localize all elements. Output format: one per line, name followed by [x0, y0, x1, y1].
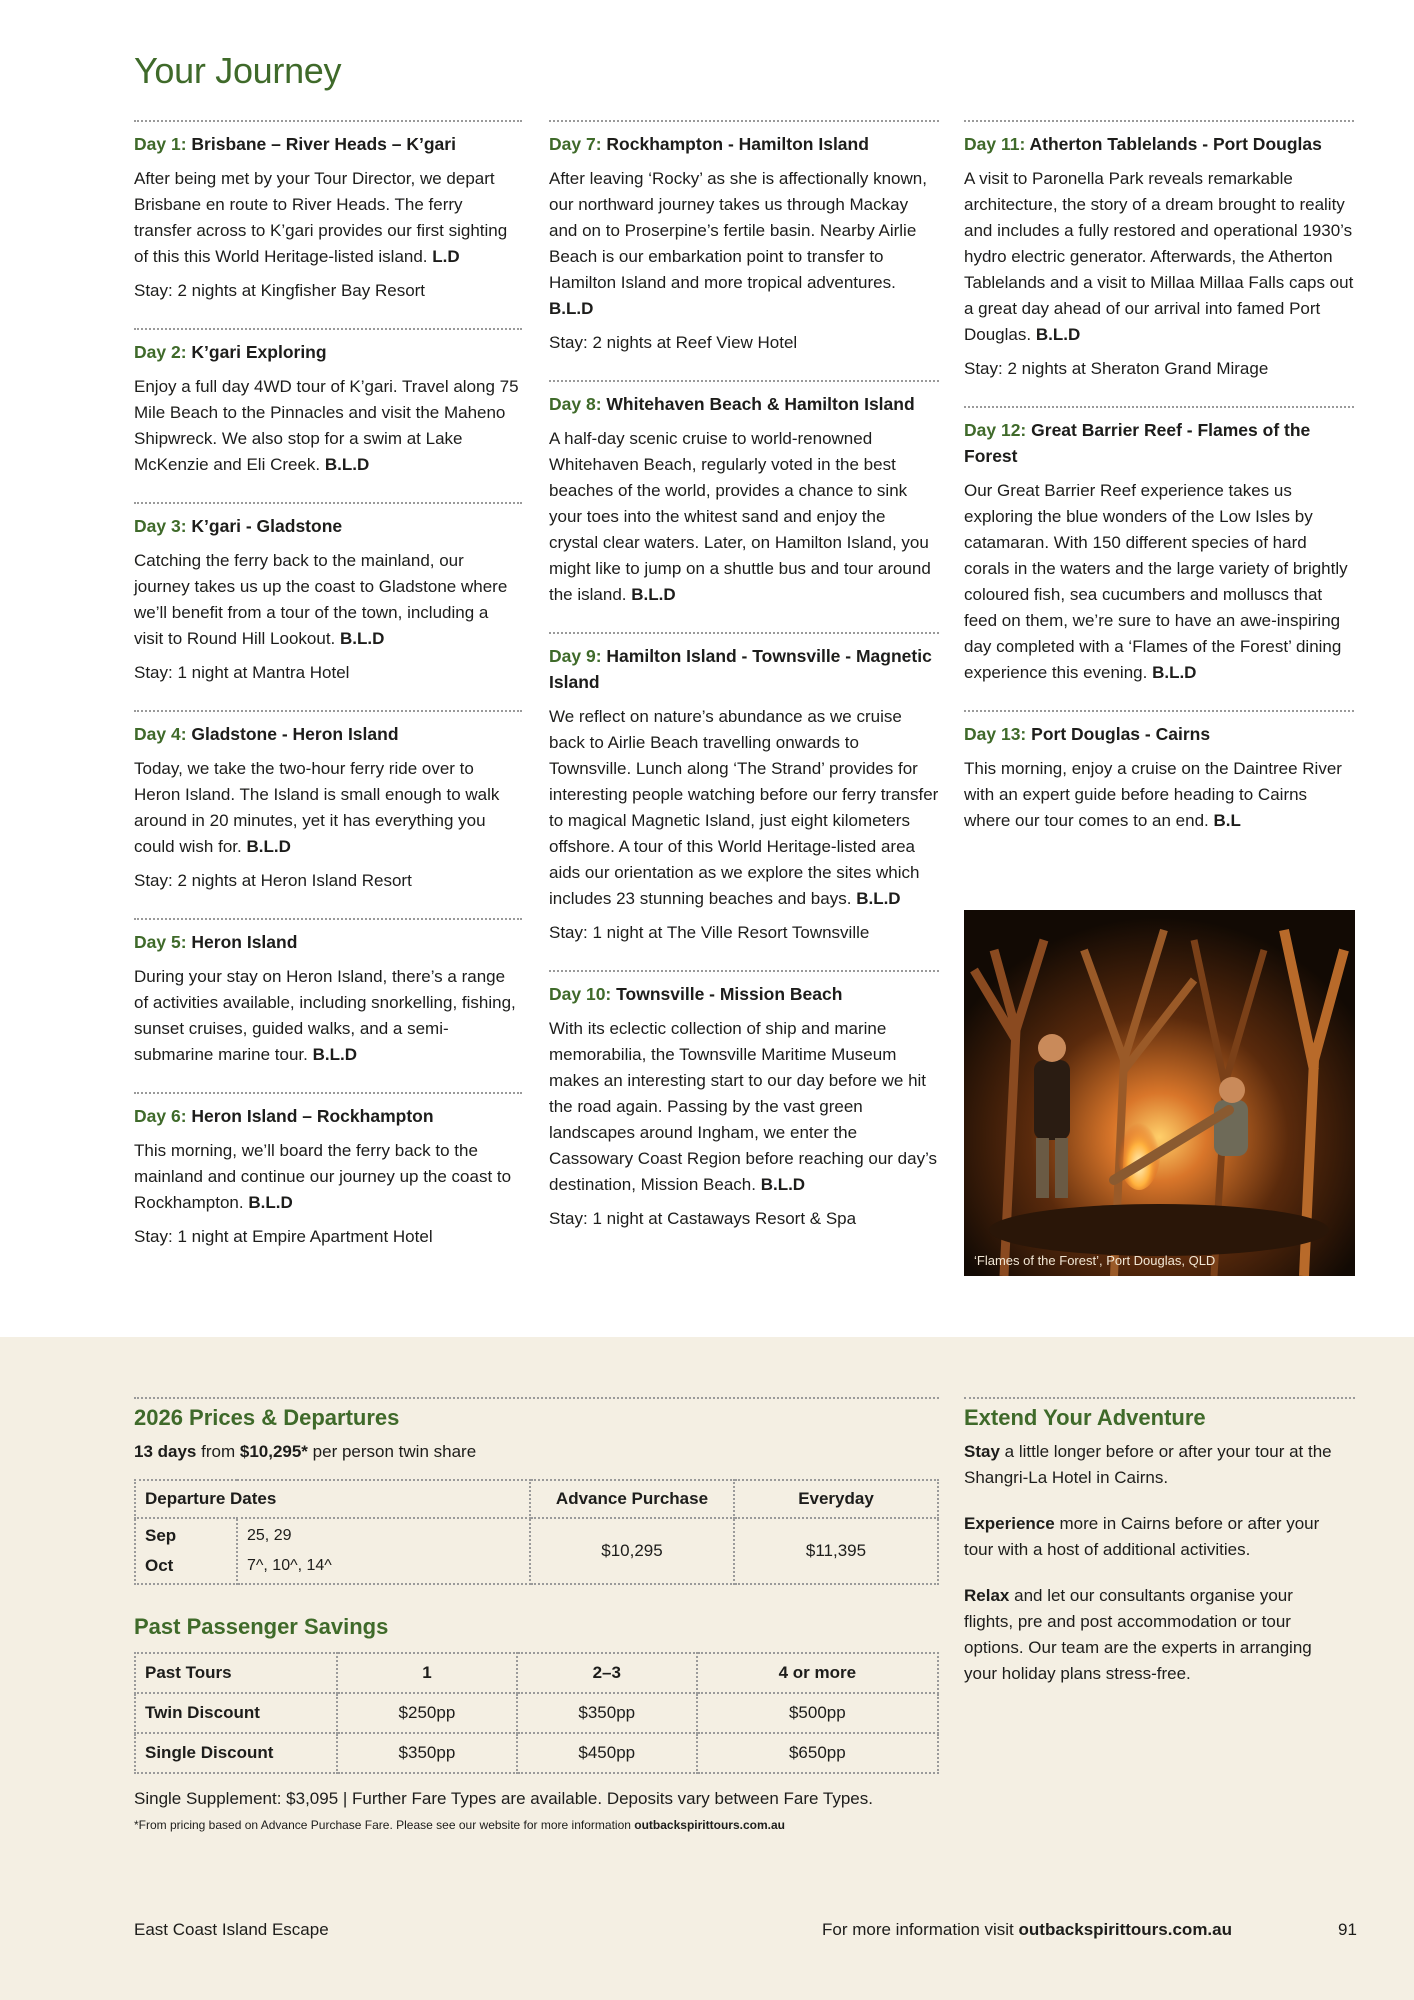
day-heading: Day 4: Gladstone - Heron Island: [134, 724, 399, 744]
day-stay: Stay: 1 night at Castaways Resort & Spa: [549, 1209, 857, 1228]
day-heading: Day 7: Rockhampton - Hamilton Island: [549, 134, 869, 154]
departure-days: 25, 29 7^, 10^, 14^: [237, 1518, 530, 1584]
day-1: [134, 120, 522, 304]
day-description: Our Great Barrier Reef experience takes us exploring the blue wonders of the Low Isles by catamaran. With 150 different species of hard corals in the waters and the large variety of brightly coloured fish, sea cucumbers and molluscs that feed on them, we’re sure to have an awe-inspiring day completed with a ‘Flames of the Forest’ dining experience this evening. B.L.D: [964, 481, 1348, 682]
meals: B.L.D: [312, 1045, 357, 1064]
day-description: A visit to Paronella Park reveals remarkable architecture, the story of a dream brought to reality and includes a fully restored and operational 1930’s hydro electric generator. Afterwards, the Atherton Tablelands and a visit to Millaa Millaa Falls caps out a great day ahead of our arrival into famed Port Douglas. B.L.D: [964, 169, 1354, 344]
discount-value: $450pp: [517, 1733, 697, 1773]
day-6: [134, 1092, 522, 1250]
day-heading: Day 10: Townsville - Mission Beach: [549, 984, 843, 1004]
prices-heading: 2026 Prices & Departures: [134, 1405, 400, 1430]
day-heading: Day 8: Whitehaven Beach & Hamilton Island: [549, 394, 915, 414]
tours-2-3-header: 2–3: [517, 1653, 697, 1693]
extend-list: [964, 1439, 1339, 1707]
day-stay: Stay: 2 nights at Kingfisher Bay Resort: [134, 281, 426, 300]
day-13: [964, 710, 1354, 834]
departure-dates-header: Departure Dates: [135, 1480, 530, 1518]
everyday-price: $11,395: [734, 1518, 938, 1584]
page-number: 91: [1338, 1920, 1357, 1939]
day-9: [549, 632, 939, 946]
discount-value: $250pp: [337, 1693, 517, 1733]
day-description: A half-day scenic cruise to world-renowned Whitehaven Beach, regularly voted in the best beaches of the world, provides a chance to sink your toes into the whitest sand and enjoy the crystal clear waters. Later, on Hamilton Island, you might like to jump on a shuttle bus and tour around the island. B.L.D: [549, 429, 931, 604]
meals: B.L.D: [549, 299, 594, 318]
day-description: This morning, enjoy a cruise on the Daintree River with an expert guide before heading to Cairns where our tour comes to an end. B.L: [964, 759, 1342, 830]
tours-4-plus-header: 4 or more: [697, 1653, 938, 1693]
day-description: Today, we take the two-hour ferry ride over to Heron Island. The Island is small enough to walk around in 20 minutes, yet it has everything you could wish for. B.L.D: [134, 759, 500, 856]
day-stay: Stay: 1 night at Mantra Hotel: [134, 663, 350, 682]
itinerary-column-2: [549, 120, 939, 1256]
day-stay: Stay: 2 nights at Heron Island Resort: [134, 871, 412, 890]
itinerary-column-1: [134, 120, 522, 1274]
tours-1-header: 1: [337, 1653, 517, 1693]
extend-experience: Experience more in Cairns before or after your tour with a host of additional activities.: [964, 1514, 1320, 1559]
meals: L.D: [432, 247, 460, 266]
advance-purchase-price: $10,295: [530, 1518, 734, 1584]
departures-table: [134, 1479, 939, 1585]
departure-months: Sep Oct: [135, 1518, 237, 1584]
past-tours-header: Past Tours: [135, 1653, 337, 1693]
day-stay: Stay: 2 nights at Sheraton Grand Mirage: [964, 359, 1269, 378]
itinerary-column-3: [964, 120, 1354, 858]
discount-value: $350pp: [337, 1733, 517, 1773]
extend-stay: Stay a little longer before or after your tour at the Shangri-La Hotel in Cairns.: [964, 1442, 1332, 1487]
meals: B.L.D: [631, 585, 676, 604]
discount-value: $350pp: [517, 1693, 697, 1733]
single-supplement: Single Supplement: $3,095 | Further Fare Types are available. Deposits vary between Fare Types.: [134, 1789, 873, 1808]
day-5: [134, 918, 522, 1068]
day-heading: Day 11: Atherton Tablelands - Port Douglas: [964, 134, 1322, 154]
photo-caption: ‘Flames of the Forest’, Port Douglas, QLD: [974, 1253, 1216, 1268]
meals: B.L.D: [1152, 663, 1197, 682]
footer-tour-name: East Coast Island Escape: [134, 1920, 329, 1939]
extend-divider: [964, 1397, 1355, 1399]
table-row: [135, 1693, 938, 1733]
day-8: [549, 380, 939, 608]
extend-heading: Extend Your Adventure: [964, 1405, 1206, 1430]
day-description: Enjoy a full day 4WD tour of K’gari. Travel along 75 Mile Beach to the Pinnacles and visit the Maheno Shipwreck. We also stop for a swim at Lake McKenzie and Eli Creek. B.L.D: [134, 377, 519, 474]
price-footnote: *From pricing based on Advance Purchase Fare. Please see our website for more information outbackspirittours.com.au: [134, 1818, 785, 1832]
day-2: [134, 328, 522, 478]
meals: B.L.D: [246, 837, 291, 856]
extend-relax: Relax and let our consultants organise your flights, pre and post accommodation or tour options. Our team are the experts in arranging your holiday plans stress-free.: [964, 1586, 1312, 1683]
everyday-header: Everyday: [734, 1480, 938, 1518]
row-label: Single Discount: [135, 1733, 337, 1773]
day-description: With its eclectic collection of ship and marine memorabilia, the Townsville Maritime Museum makes an interesting start to our day before we hit the road again. Passing by the vast green landscapes around Ingham, we enter the Cassowary Coast Region before reaching our day’s destination, Mission Beach. B.L.D: [549, 1019, 938, 1194]
advance-purchase-header: Advance Purchase: [530, 1480, 734, 1518]
day-heading: Day 2: K’gari Exploring: [134, 342, 327, 362]
day-heading: Day 3: K’gari - Gladstone: [134, 516, 343, 536]
day-heading: Day 12: Great Barrier Reef - Flames of the Forest: [964, 420, 1311, 466]
meals: B.L.D: [324, 455, 370, 474]
day-stay: Stay: 1 night at The Ville Resort Townsville: [549, 923, 870, 942]
day-description: We reflect on nature’s abundance as we cruise back to Airlie Beach travelling onwards to Townsville. Lunch along ‘The Strand’ provides for interesting people watching before our ferry transfer to magical Magnetic Island, just eight kilometers offshore. A tour of this World Heritage-listed area aids our orientation as we explore the sites which includes 23 stunning beaches and bays. B.L.D: [549, 707, 939, 908]
footer-info: For more information visit outbackspirittours.com.au: [822, 1920, 1232, 1939]
savings-table: [134, 1652, 939, 1774]
day-12: [964, 406, 1354, 686]
day-4: [134, 710, 522, 894]
meals: B.L.D: [760, 1175, 806, 1194]
meals: B.L.D: [340, 629, 385, 648]
meals: B.L.D: [248, 1193, 293, 1212]
day-heading: Day 1: Brisbane – River Heads – K’gari: [134, 134, 456, 154]
meals: B.L.D: [856, 889, 901, 908]
day-description: After leaving ‘Rocky’ as she is affectionally known, our northward journey takes us through Mackay and on to Proserpine’s fertile basin. Nearby Airlie Beach is our embarkation point to transfer to Hamilton Island and more tropical adventures. B.L.D: [549, 169, 927, 318]
day-heading: Day 9: Hamilton Island - Townsville - Magnetic Island: [549, 646, 932, 692]
row-label: Twin Discount: [135, 1693, 337, 1733]
day-3: [134, 502, 522, 686]
day-stay: Stay: 2 nights at Reef View Hotel: [549, 333, 798, 352]
day-heading: Day 5: Heron Island: [134, 932, 298, 952]
footnote-website-link[interactable]: outbackspirittours.com.au: [634, 1818, 785, 1832]
day-description: During your stay on Heron Island, there’s a range of activities available, including snorkelling, fishing, sunset cruises, guided walks, and a semi-submarine marine tour. B.L.D: [134, 967, 516, 1064]
day-description: Catching the ferry back to the mainland, our journey takes us up the coast to Gladstone where we’ll benefit from a tour of the town, including a visit to Round Hill Lookout. B.L.D: [134, 551, 508, 648]
footer-website-link[interactable]: outbackspirittours.com.au: [1018, 1920, 1232, 1939]
table-row: [135, 1733, 938, 1773]
price-summary: 13 days from $10,295* per person twin share: [134, 1442, 477, 1461]
discount-value: $650pp: [697, 1733, 938, 1773]
prices-divider: [134, 1397, 939, 1399]
day-description: This morning, we’ll board the ferry back to the mainland and continue our journey up the coast to Rockhampton. B.L.D: [134, 1141, 512, 1212]
day-description: After being met by your Tour Director, we depart Brisbane en route to River Heads. The ferry transfer across to K’gari provides our first sighting of this this World Heritage-listed island. L.D: [134, 169, 508, 266]
day-7: [549, 120, 939, 356]
campfire-photo: [964, 910, 1355, 1276]
day-11: [964, 120, 1354, 382]
page-title: Your Journey: [134, 50, 342, 91]
day-stay: Stay: 1 night at Empire Apartment Hotel: [134, 1227, 433, 1246]
day-10: [549, 970, 939, 1232]
savings-heading: Past Passenger Savings: [134, 1614, 389, 1639]
discount-value: $500pp: [697, 1693, 938, 1733]
day-heading: Day 13: Port Douglas - Cairns: [964, 724, 1211, 744]
campfire-illustration: [964, 910, 1355, 1276]
meals: B.L.D: [1035, 325, 1081, 344]
day-heading: Day 6: Heron Island – Rockhampton: [134, 1106, 434, 1126]
meals: B.L: [1213, 811, 1241, 830]
